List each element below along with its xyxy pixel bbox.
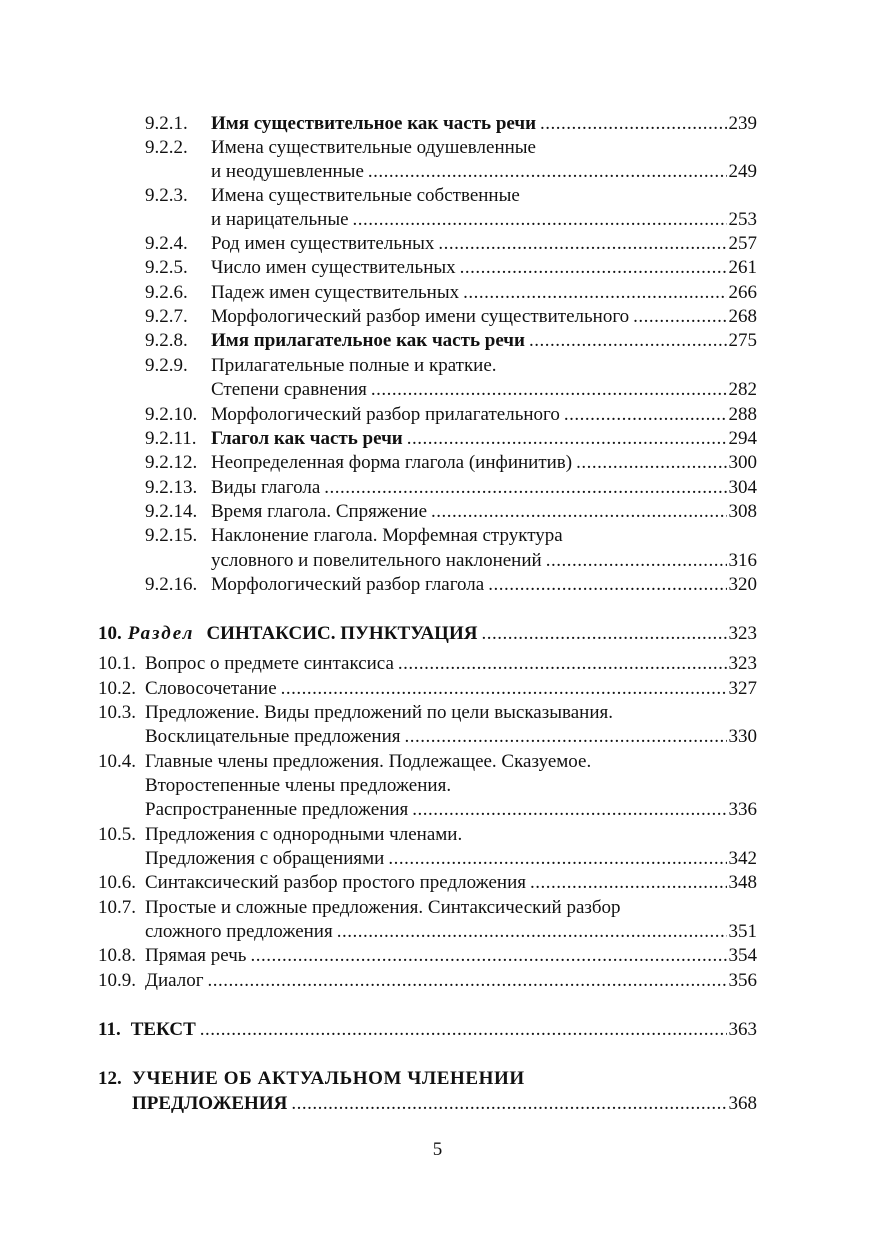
entry-page: 239 [728,113,757,134]
section-title: ТЕКСТ [130,1019,196,1040]
entry-page: 249 [728,161,757,182]
dot-leader [368,160,727,184]
dot-leader [546,549,727,573]
entry-page: 304 [728,477,757,498]
toc-entry-10-1 [98,652,757,676]
entry-title: Предложение. Виды предложений по цели высказывания. [145,702,613,723]
toc-entry-9-2-2-cont [145,160,757,184]
entry-title: Имя прилагательное как часть речи [211,330,525,351]
entry-title: Прямая речь [145,945,247,966]
entry-number: 9.2.16. [145,574,198,595]
dot-leader [208,969,727,993]
toc-entry-10-3 [98,701,757,725]
dot-leader [388,847,726,871]
entry-number: 10.1. [98,653,136,674]
entry-number: 10.5. [98,824,136,845]
section-heading-11 [98,1018,757,1042]
dot-leader [353,208,727,232]
section-number: 10. [98,623,122,644]
section-page: 368 [728,1093,757,1114]
dot-leader [291,1092,726,1116]
entry-title-continued: сложного предложения [145,921,333,942]
entry-number: 9.2.2. [145,137,188,158]
toc-entry-10-3-cont [98,725,757,749]
dot-leader [530,871,726,895]
section-title: СИНТАКСИС. ПУНКТУАЦИЯ [206,623,478,644]
entry-title: Имя существительное как часть речи [211,113,537,134]
entry-number: 9.2.10. [145,404,198,425]
entry-page: 288 [728,404,757,425]
toc-entry-10-7-cont [98,920,757,944]
section-title: УЧЕНИЕ ОБ АКТУАЛЬНОМ ЧЛЕНЕНИИ [132,1068,525,1089]
toc-entry-9-2-3-cont [145,208,757,232]
entry-number: 10.2. [98,678,136,699]
entry-page: 261 [728,257,757,278]
page-number: 5 [432,1139,443,1160]
entry-title-continued: Второстепенные члены предложения. [145,775,452,796]
section-heading-10 [98,622,757,646]
toc-entry-10-4-cont [98,774,757,798]
entry-title: Простые и сложные предложения. Синтаксический разбор [145,897,621,918]
entry-title: Падеж имен существительных [211,282,460,303]
entry-page: 268 [728,306,757,327]
dot-leader [337,920,727,944]
toc-entry-9-2-12 [145,451,757,475]
dot-leader [200,1018,727,1042]
entry-number: 9.2.5. [145,257,188,278]
entry-title-continued: условного и повелительного наклонений [211,550,542,571]
entry-number: 9.2.12. [145,452,198,473]
entry-number: 10.4. [98,751,136,772]
entry-number: 10.8. [98,945,136,966]
entry-title: Виды глагола [211,477,321,498]
dot-leader [488,573,726,597]
toc-entry-9-2-13 [145,476,757,500]
entry-page: 327 [728,678,757,699]
section-page: 323 [728,623,757,644]
dot-leader [371,378,727,402]
dot-leader [460,256,727,280]
entry-page: 323 [728,653,757,674]
entry-page: 253 [728,209,757,230]
toc-entry-9-2-1 [145,112,757,136]
entry-title: Словосочетание [145,678,277,699]
section-title-continued: ПРЕДЛОЖЕНИЯ [132,1093,288,1114]
dot-leader [576,451,726,475]
entry-page: 266 [728,282,757,303]
toc-entry-9-2-6 [145,281,757,305]
section-label: Раздел [127,623,195,644]
entry-number: 10.9. [98,970,136,991]
toc-entry-10-4-cont2 [98,798,757,822]
toc-entry-9-2-9 [145,354,757,378]
entry-title: Предложения с однородными членами. [145,824,463,845]
entry-title: Главные члены предложения. Подлежащее. Сказуемое. [145,751,592,772]
dot-leader [540,112,726,136]
entry-title-continued: и неодушевленные [211,161,364,182]
toc-entry-10-5-cont [98,847,757,871]
entry-title: Имена существительные одушевленные [211,137,536,158]
section-heading-12 [98,1067,757,1091]
toc-entry-9-2-15-cont [145,549,757,573]
entry-page: 336 [728,799,757,820]
dot-leader [407,427,727,451]
entry-title: Прилагательные полные и краткие. [211,355,497,376]
entry-title: Морфологический разбор прилагательного [211,404,560,425]
dot-leader [412,798,726,822]
dot-leader [281,677,727,701]
entry-title-continued: Распространенные предложения [145,799,409,820]
entry-number: 9.2.7. [145,306,188,327]
toc-entry-9-2-2 [145,136,757,160]
section-number: 11. [98,1019,121,1040]
dot-leader [481,622,726,646]
dot-leader [438,232,726,256]
toc-entry-9-2-4 [145,232,757,256]
entry-number: 9.2.1. [145,113,188,134]
entry-page: 348 [728,872,757,893]
dot-leader [463,281,726,305]
dot-leader [398,652,727,676]
entry-page: 356 [728,970,757,991]
entry-page: 294 [728,428,757,449]
entry-title: Глагол как часть речи [211,428,403,449]
toc-entry-10-4 [98,750,757,774]
entry-page: 342 [728,848,757,869]
toc-entry-9-2-11 [145,427,757,451]
section-page: 363 [728,1019,757,1040]
entry-number: 9.2.9. [145,355,188,376]
toc-entry-9-2-5 [145,256,757,280]
toc-entry-10-8 [98,944,757,968]
entry-title: Время глагола. Спряжение [211,501,428,522]
entry-title: Вопрос о предмете синтаксиса [145,653,394,674]
dot-leader [529,329,727,353]
entry-title: Род имен существительных [211,233,435,254]
entry-number: 9.2.11. [145,428,197,449]
toc-entry-9-2-8 [145,329,757,353]
entry-page: 275 [728,330,757,351]
entry-number: 9.2.14. [145,501,198,522]
entry-page: 316 [728,550,757,571]
entry-number: 10.6. [98,872,136,893]
entry-title-continued: Степени сравнения [211,379,367,400]
entry-title: Морфологический разбор глагола [211,574,485,595]
toc-entry-9-2-10 [145,403,757,427]
entry-number: 9.2.4. [145,233,188,254]
entry-title-continued: Предложения с обращениями [145,848,385,869]
toc-entry-10-7 [98,896,757,920]
dot-leader [324,476,726,500]
entry-title: Наклонение глагола. Морфемная структура [211,525,563,546]
entry-title: Синтаксический разбор простого предложения [145,872,527,893]
toc-entry-9-2-7 [145,305,757,329]
entry-number: 10.7. [98,897,136,918]
entry-title: Имена существительные собственные [211,185,520,206]
toc-entry-9-2-16 [145,573,757,597]
dot-leader [404,725,726,749]
entry-page: 351 [728,921,757,942]
entry-title-continued: Восклицательные предложения [145,726,401,747]
toc-entry-10-5 [98,823,757,847]
entry-number: 9.2.3. [145,185,188,206]
toc-entry-10-2 [98,677,757,701]
entry-page: 257 [728,233,757,254]
toc-entry-9-2-3 [145,184,757,208]
entry-title: Неопределенная форма глагола (инфинитив) [211,452,573,473]
dot-leader [431,500,726,524]
entry-page: 282 [728,379,757,400]
dot-leader [564,403,727,427]
entry-number: 10.3. [98,702,136,723]
entry-title: Диалог [145,970,204,991]
entry-page: 308 [728,501,757,522]
toc-entry-9-2-14 [145,500,757,524]
entry-page: 330 [728,726,757,747]
dot-leader [250,944,726,968]
section-heading-12-cont [98,1092,757,1116]
entry-title-continued: и нарицательные [211,209,349,230]
section-number: 12. [98,1068,122,1089]
entry-title: Число имен существительных [211,257,456,278]
toc-entry-9-2-15 [145,524,757,548]
toc-entry-10-9 [98,969,757,993]
entry-number: 9.2.8. [145,330,188,351]
dot-leader [633,305,726,329]
toc-entry-10-6 [98,871,757,895]
entry-page: 320 [728,574,757,595]
toc-entry-9-2-9-cont [145,378,757,402]
entry-page: 300 [728,452,757,473]
entry-number: 9.2.15. [145,525,198,546]
entry-title: Морфологический разбор имени существительного [211,306,630,327]
entry-number: 9.2.13. [145,477,198,498]
entry-number: 9.2.6. [145,282,188,303]
entry-page: 354 [728,945,757,966]
